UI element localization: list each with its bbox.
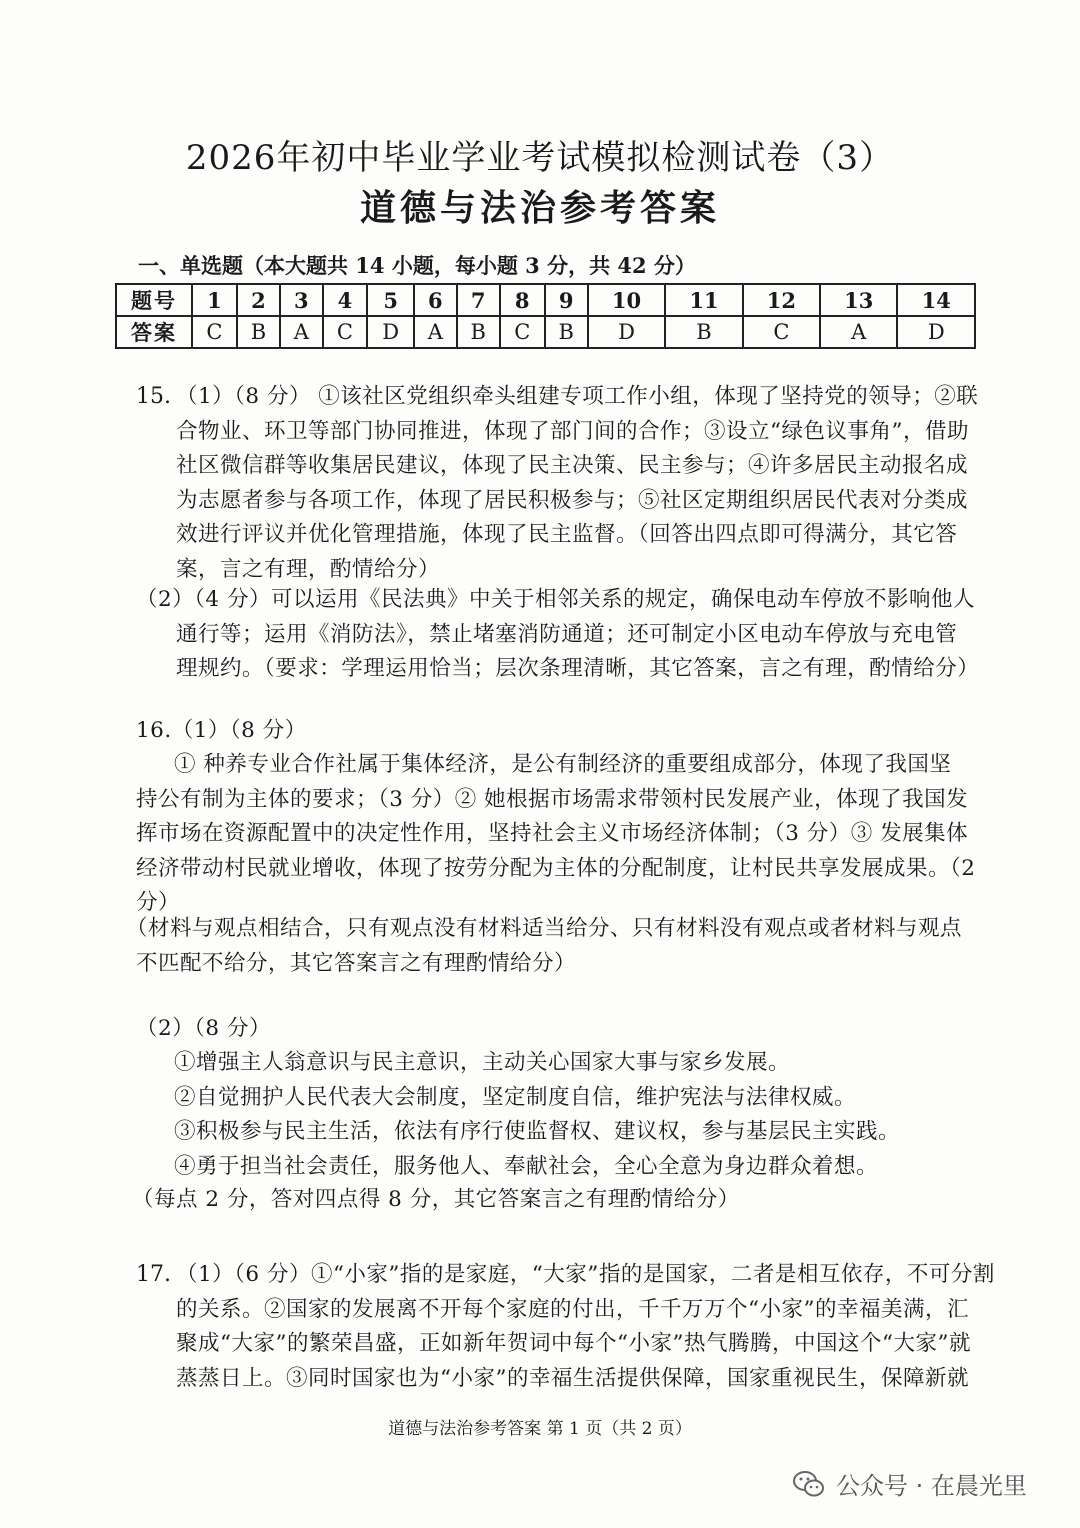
text-line: 持公有制为主体的要求；（3 分）② 她根据市场需求带领村民发展产业，体现了我国发 xyxy=(136,786,969,812)
q17-number: 17. xyxy=(136,1262,171,1287)
question-number-cell: 11 xyxy=(665,284,742,316)
text-line: 挥市场在资源配置中的决定性作用，坚持社会主义市场经济体制；（3 分）③ 发展集体 xyxy=(136,821,969,846)
answer-cell: C xyxy=(743,316,820,348)
section1-heading: 一、单选题（本大题共 14 小题，每小题 3 分，共 42 分） xyxy=(138,253,696,278)
question-number-cell: 12 xyxy=(743,284,820,316)
q15-number: 15. xyxy=(136,384,171,409)
text-line: 通行等；运用《消防法》，禁止堵塞消防通道；还可制定小区电动车停放与充电管 xyxy=(176,621,958,647)
wechat-icon xyxy=(792,1469,826,1499)
text-line: 不匹配不给分，其它答案言之有理酌情给分） xyxy=(136,950,577,976)
text-line: 聚成“大家”的繁荣昌盛，正如新年贺词中每个“小家”热气腾腾，中国这个“大家”就 xyxy=(176,1331,971,1356)
question-number-cell: 1 xyxy=(192,284,237,316)
watermark xyxy=(792,1466,1027,1501)
text-line: ③积极参与民主生活，依法有序行使监督权、建议权，参与基层民主实践。 xyxy=(174,1119,901,1144)
answer-cell: A xyxy=(414,316,457,348)
q15-part1 xyxy=(176,380,978,587)
question-number-cell: 3 xyxy=(280,284,323,316)
answer-cell: D xyxy=(897,316,975,348)
text-line: 合物业、环卫等部门协同推进，体现了部门间的合作；③设立“绿色议事角”，借助 xyxy=(176,418,969,444)
text-line: 效进行评议并优化管理措施，体现了民主监督。（回答出四点即可得满分，其它答 xyxy=(176,522,958,547)
text-line: ①增强主人翁意识与民主意识，主动关心国家大事与家乡发展。 xyxy=(174,1050,791,1075)
question-number-cell: 10 xyxy=(588,284,665,316)
text-line: 社区微信群等收集居民建议，体现了民主决策、民主参与；④许多居民主动报名成 xyxy=(176,453,969,478)
answer-cell: C xyxy=(323,316,368,348)
answer-key-title: 道德与法治参考答案 xyxy=(359,187,720,229)
q16-note xyxy=(126,912,962,981)
answer-cell: B xyxy=(545,316,588,348)
answer-cell: C xyxy=(192,316,237,348)
answer-cell: B xyxy=(457,316,500,348)
text-line: ②自觉拥护人民代表大会制度，坚定制度自信，维护宪法与法律权威。 xyxy=(174,1084,857,1110)
row-label-number: 题号 xyxy=(116,284,192,316)
text-line: 经济带动村民就业增收，体现了按劳分配为主体的分配制度，让村民共享发展成果。（2 xyxy=(136,855,976,881)
page-footer: 道德与法治参考答案 第 1 页（共 2 页） xyxy=(388,1419,692,1439)
q15-part2 xyxy=(136,583,979,687)
q16-part2-note: （每点 2 分，答对四点得 8 分，其它答案言之有理酌情给分） xyxy=(132,1187,740,1212)
exam-title: 2026年初中毕业学业考试模拟检测试卷（3） xyxy=(185,138,895,178)
row-label-answer: 答案 xyxy=(116,316,192,348)
text-line: （1）（8 分） ①该社区党组织牵头组建专项工作小组，体现了坚持党的领导；②联 xyxy=(176,384,979,409)
question-number-cell: 6 xyxy=(414,284,457,316)
question-number-cell: 5 xyxy=(367,284,414,316)
q16-header: 16.（1）（8 分） xyxy=(136,718,307,743)
answer-cell: B xyxy=(237,316,280,348)
text-line: （2）（4 分）可以运用《民法典》中关于相邻关系的规定，确保电动车停放不影响他人 xyxy=(136,587,975,612)
text-line: ④勇于担当社会责任，服务他人、奉献社会，全心全意为身边群众着想。 xyxy=(174,1153,879,1179)
watermark-text: 公众号 · 在晨光里 xyxy=(836,1472,1027,1500)
q16-part1 xyxy=(136,748,975,921)
q16-part2-points xyxy=(174,1046,900,1184)
answer-table xyxy=(115,283,976,349)
answer-cell: C xyxy=(500,316,545,348)
text-line: （1）（6 分）①“小家”指的是家庭，“大家”指的是国家，二者是相互依存，不可分割 xyxy=(176,1262,995,1287)
q17-part1 xyxy=(176,1258,995,1396)
answer-cell: A xyxy=(280,316,323,348)
question-number-row xyxy=(116,284,975,316)
answer-cell: D xyxy=(588,316,665,348)
text-line: ① 种养专业合作社属于集体经济，是公有制经济的重要组成部分，体现了我国坚 xyxy=(174,752,952,777)
answer-cell: D xyxy=(367,316,414,348)
question-number-cell: 9 xyxy=(545,284,588,316)
answer-cell: A xyxy=(820,316,897,348)
text-line: 为志愿者参与各项工作，体现了居民积极参与；⑤社区定期组织居民代表对分类成 xyxy=(176,487,969,513)
text-line: 分） xyxy=(136,890,181,915)
question-number-cell: 14 xyxy=(897,284,975,316)
text-line: （材料与观点相结合，只有观点没有材料适当给分、只有材料没有观点或者材料与观点 xyxy=(126,916,963,941)
question-number-cell: 4 xyxy=(323,284,368,316)
text-line: 的关系。②国家的发展离不开每个家庭的付出，千千万万个“小家”的幸福美满，汇 xyxy=(176,1296,969,1322)
answer-row xyxy=(116,316,975,348)
question-number-cell: 7 xyxy=(457,284,500,316)
text-line: 理规约。（要求：学理运用恰当；层次条理清晰，其它答案，言之有理，酌情给分） xyxy=(176,656,980,681)
text-line: 案，言之有理，酌情给分） xyxy=(176,556,441,582)
question-number-cell: 13 xyxy=(820,284,897,316)
answer-cell: B xyxy=(665,316,742,348)
text-line: 蒸蒸日上。③同时国家也为“小家”的幸福生活提供保障，国家重视民生，保障新就 xyxy=(176,1365,969,1391)
question-number-cell: 2 xyxy=(237,284,280,316)
q16-part2-header: （2）（8 分） xyxy=(136,1016,271,1041)
question-number-cell: 8 xyxy=(500,284,545,316)
